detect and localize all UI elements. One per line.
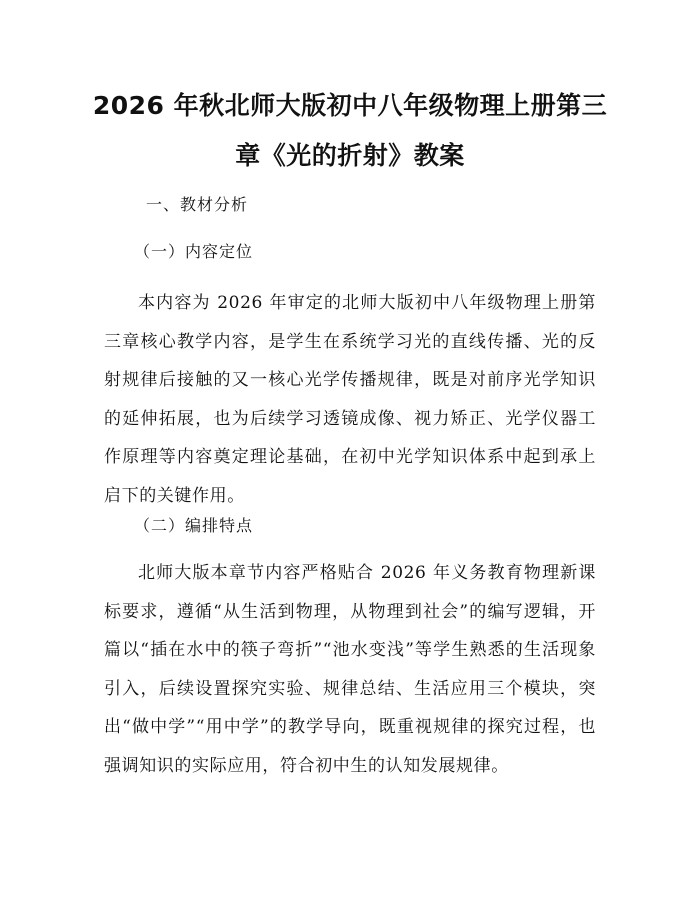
document-title-line-1: 2026 年秋北师大版初中八年级物理上册第三	[92, 91, 608, 120]
subsection-heading-layout-features: （二）编排特点	[134, 516, 254, 535]
paragraph-content-positioning: 本内容为 2026 年审定的北师大版初中八年级物理上册第三章核心教学内容，是学生在系统学习光的直线传播、光的反射规律后接触的又一核心光学传播规律，既是对前序光学知识的延伸拓展，也为后续学习透镜成像、视力矫正、光学仪器工作原理等内容奠定理论基础，在初中光学知识体系中起到承上启下的关键作用。	[104, 293, 596, 506]
paragraph-layout-features: 北师大版本章节内容严格贴合 2026 年义务教育物理新课标要求，遵循“从生活到物理，从物理到社会”的编写逻辑，开篇以“插在水中的筷子弯折”“池水变浅”等学生熟悉的生活现象引入，后续设置探究实验、规律总结、生活应用三个模块，突出“做中学”“用中学”的教学导向，既重视规律的探究过程，也强调知识的实际应用，符合初中生的认知发展规律。	[104, 563, 596, 776]
document-title-line-2: 章《光的折射》教案	[235, 141, 465, 170]
subsection-heading-content-positioning: （一）内容定位	[134, 242, 254, 261]
section-heading-textbook-analysis: 一、教材分析	[146, 195, 249, 214]
